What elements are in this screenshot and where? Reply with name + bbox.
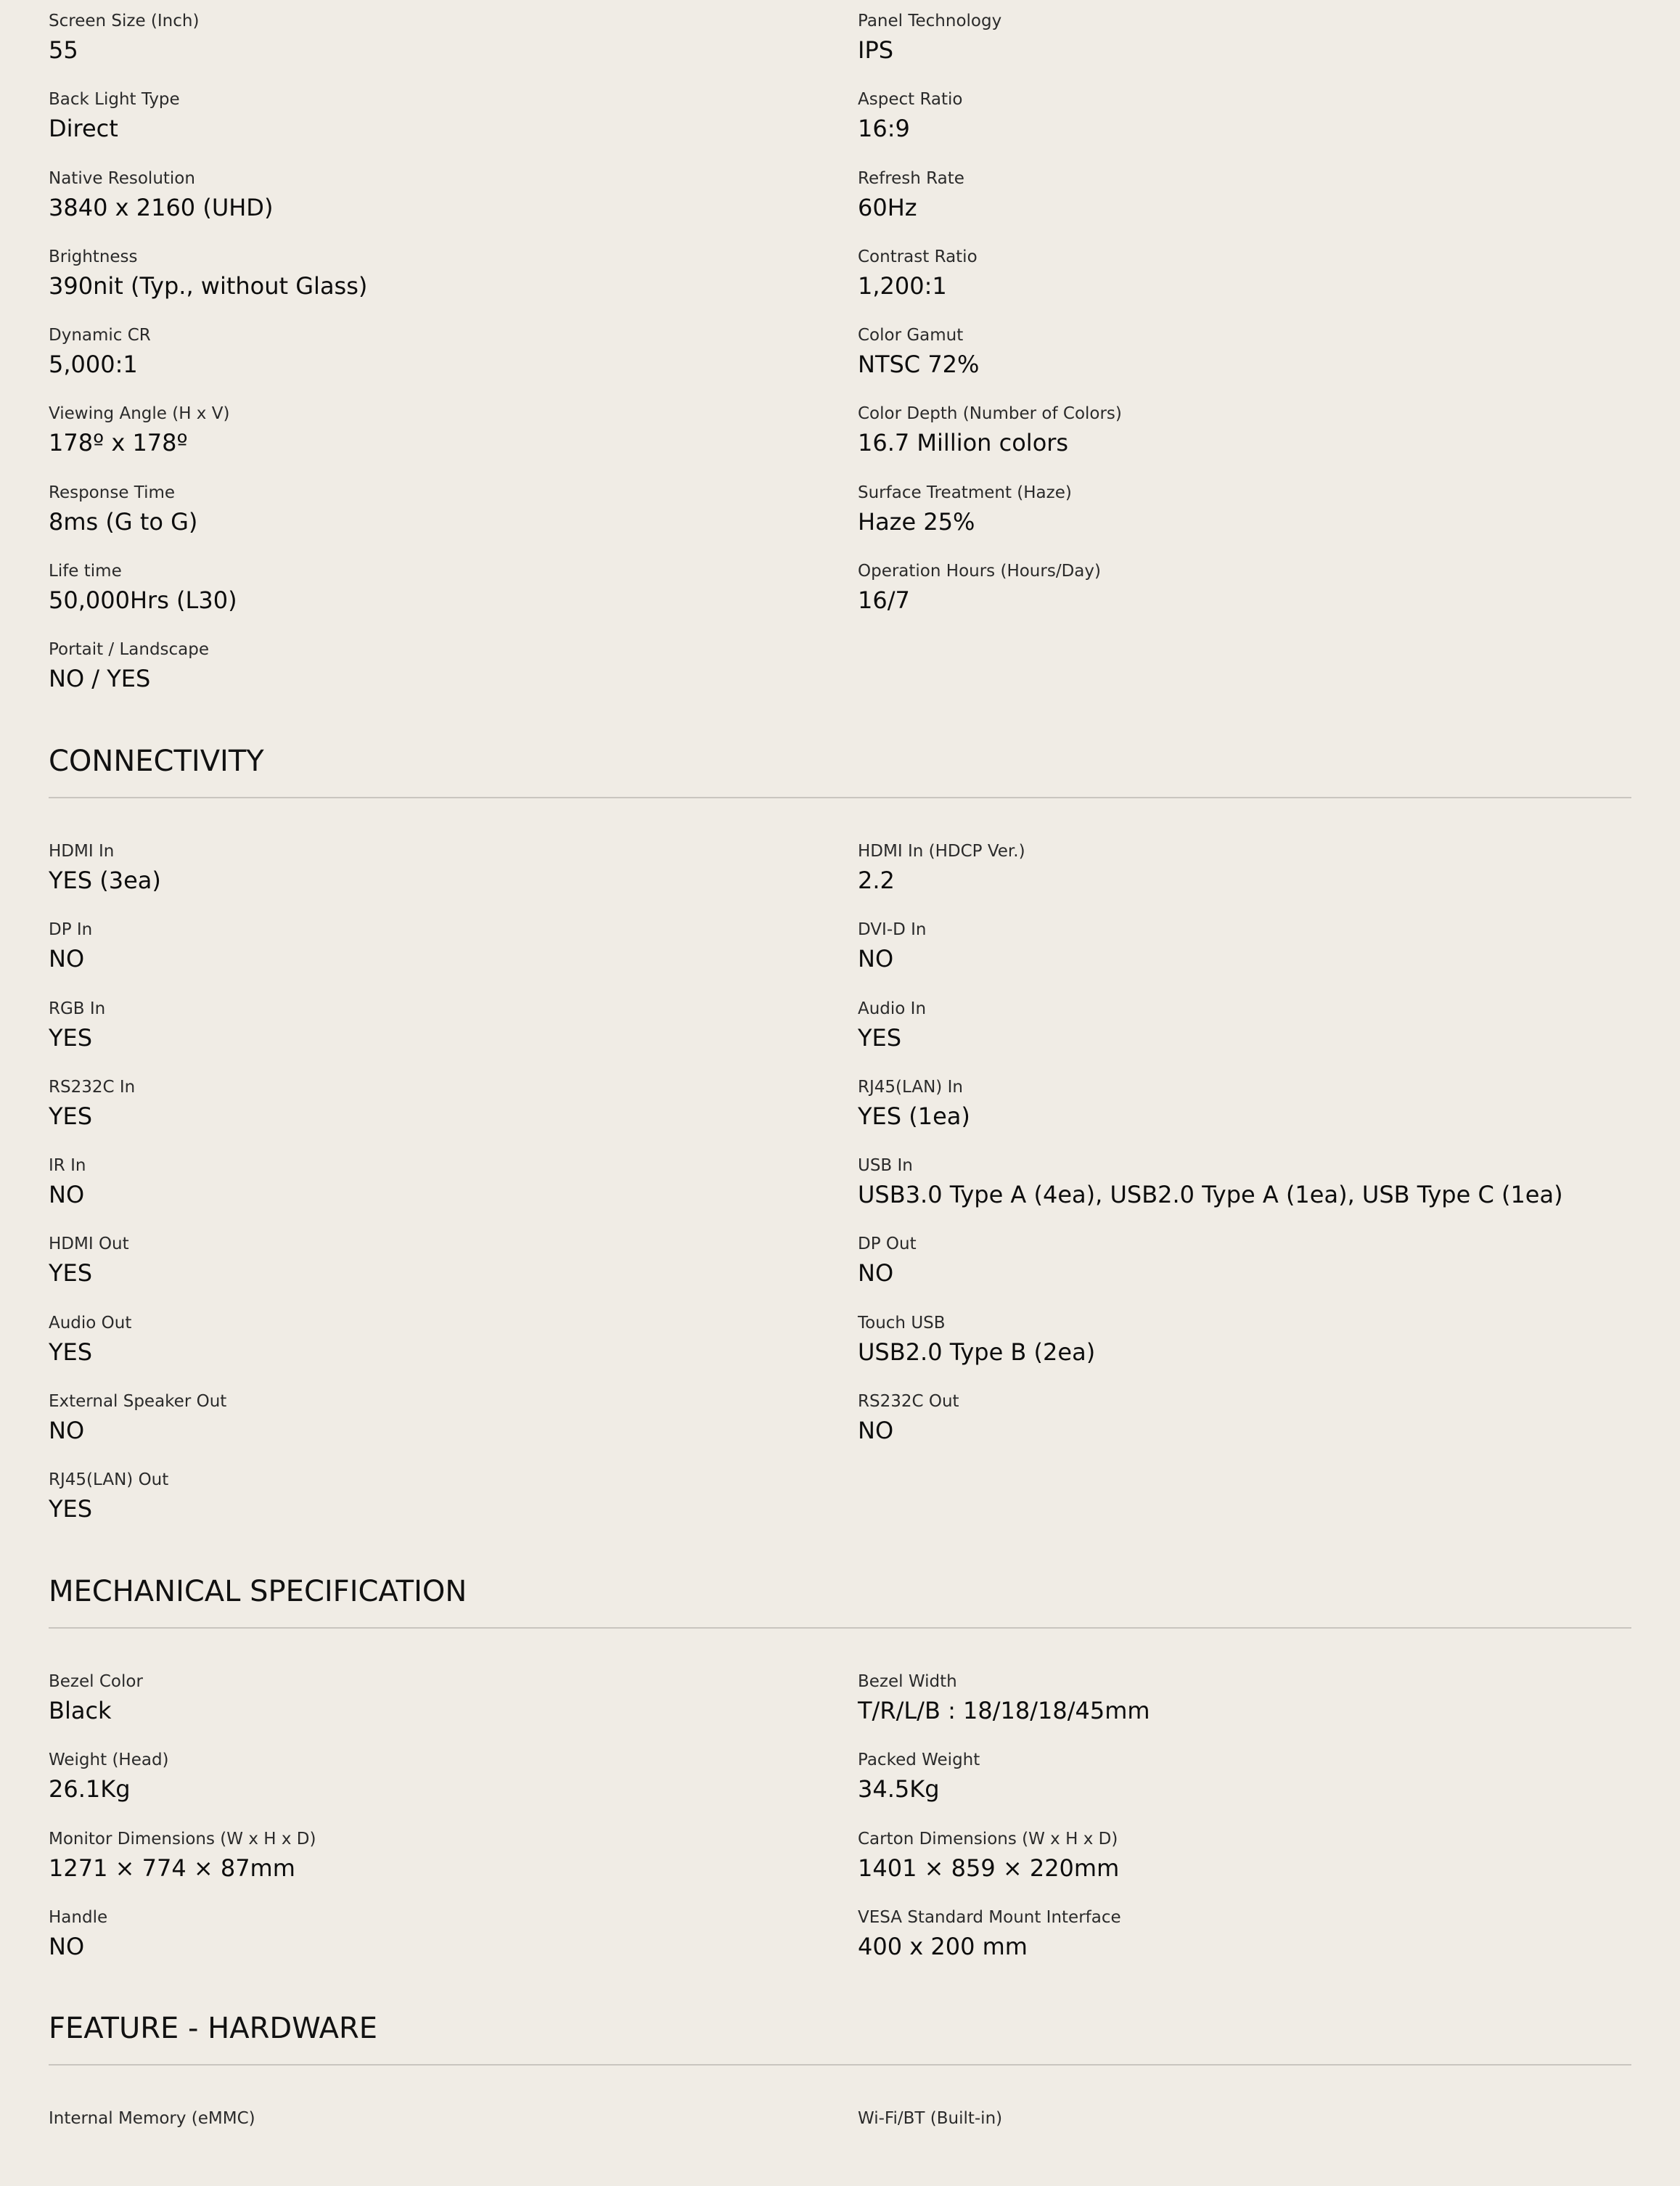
spec-item xyxy=(49,324,858,403)
spec-value: 1,200:1 xyxy=(858,271,947,300)
spec-value: 55 xyxy=(49,36,78,64)
spec-label: Handle xyxy=(49,1907,108,1927)
hardware-divider xyxy=(49,2064,1631,2066)
spec-item xyxy=(49,89,858,167)
spec-value: NO xyxy=(49,1417,85,1445)
spec-label: HDMI In xyxy=(49,842,115,861)
spec-item xyxy=(49,1312,858,1391)
spec-label: Dynamic CR xyxy=(49,326,151,345)
spec-item xyxy=(49,2108,858,2186)
spec-value: 8ms (G to G) xyxy=(49,507,198,536)
spec-item xyxy=(49,998,858,1076)
spec-value: 390nit (Typ., without Glass) xyxy=(49,271,368,300)
spec-label: RGB In xyxy=(49,999,106,1018)
spec-item xyxy=(49,1749,858,1827)
spec-label: Contrast Ratio xyxy=(858,247,978,266)
spec-label: Color Gamut xyxy=(858,326,964,345)
spec-label: Portait / Landscape xyxy=(49,640,210,660)
spec-label: DP In xyxy=(49,920,93,940)
spec-item xyxy=(49,560,858,639)
spec-label: USB In xyxy=(858,1156,913,1176)
spec-value: YES (3ea) xyxy=(49,867,161,894)
spec-item xyxy=(858,919,1631,997)
spec-value: T/R/L/B : 18/18/18/45mm xyxy=(858,1697,1150,1724)
spec-value: 400 x 200 mm xyxy=(858,1932,1028,1960)
spec-value: YES (1ea) xyxy=(858,1102,970,1130)
spec-item xyxy=(49,482,858,560)
connectivity-spec-grid xyxy=(49,840,1631,1548)
mechanical-divider xyxy=(49,1627,1631,1629)
spec-item xyxy=(858,2108,1631,2186)
connectivity-divider xyxy=(49,797,1631,798)
spec-label: Life time xyxy=(49,562,122,581)
spec-item xyxy=(858,403,1631,481)
spec-label: VESA Standard Mount Interface xyxy=(858,1907,1121,1927)
spec-item xyxy=(858,1671,1631,1749)
spec-item xyxy=(858,1749,1631,1827)
spec-value: YES xyxy=(858,1023,902,1052)
spec-item xyxy=(49,1828,858,1907)
spec-label: Native Resolution xyxy=(49,168,195,188)
spec-item xyxy=(49,403,858,481)
spec-label: Operation Hours (Hours/Day) xyxy=(858,562,1101,581)
spec-item xyxy=(858,1233,1631,1311)
spec-value: 34.5Kg xyxy=(858,1775,940,1804)
spec-label: Refresh Rate xyxy=(858,168,964,188)
spec-label: Carton Dimensions (W x H x D) xyxy=(858,1829,1118,1849)
mechanical-spec-grid xyxy=(49,1671,1631,1985)
spec-value: 16/7 xyxy=(858,586,910,615)
spec-label: HDMI Out xyxy=(49,1235,129,1254)
spec-label: Packed Weight xyxy=(858,1751,980,1770)
spec-label: DP Out xyxy=(858,1235,917,1254)
spec-value: NO xyxy=(858,945,894,973)
spec-value: Haze 25% xyxy=(858,507,975,536)
spec-label: Screen Size (Inch) xyxy=(49,12,200,30)
display-spec-grid xyxy=(49,10,1631,718)
spec-value: 5,000:1 xyxy=(49,351,138,379)
spec-value: YES xyxy=(49,1495,93,1523)
spec-item xyxy=(49,10,858,89)
spec-label: RS232C In xyxy=(49,1077,136,1097)
spec-label: Surface Treatment (Haze) xyxy=(858,483,1072,502)
spec-item xyxy=(858,1907,1631,1985)
spec-value: NTSC 72% xyxy=(858,351,980,379)
spec-item xyxy=(49,1671,858,1749)
spec-label: External Speaker Out xyxy=(49,1392,227,1412)
spec-item xyxy=(858,840,1631,919)
spec-value: USB3.0 Type A (4ea), USB2.0 Type A (1ea), USB Type C (1ea) xyxy=(858,1181,1563,1209)
spec-item xyxy=(49,168,858,246)
spec-item xyxy=(49,840,858,919)
spec-item xyxy=(858,1312,1631,1391)
spec-label: RJ45(LAN) Out xyxy=(49,1470,169,1490)
spec-value: YES xyxy=(49,1102,93,1130)
spec-item xyxy=(858,1155,1631,1233)
spec-label: HDMI In (HDCP Ver.) xyxy=(858,842,1025,861)
spec-label: Viewing Angle (H x V) xyxy=(49,404,230,424)
spec-label: Panel Technology xyxy=(858,12,1002,30)
spec-label: Weight (Head) xyxy=(49,1751,169,1770)
spec-item xyxy=(858,998,1631,1076)
spec-label: RS232C Out xyxy=(858,1392,959,1412)
spec-value: 2.2 xyxy=(858,867,895,894)
spec-label: Response Time xyxy=(49,483,176,502)
spec-item xyxy=(49,1155,858,1233)
spec-value: YES xyxy=(49,1338,93,1366)
spec-item xyxy=(858,560,1631,639)
spec-label: Back Light Type xyxy=(49,90,180,110)
spec-label: Aspect Ratio xyxy=(858,90,963,110)
spec-item xyxy=(858,1391,1631,1469)
spec-value: NO / YES xyxy=(49,665,151,693)
spec-label: Monitor Dimensions (W x H x D) xyxy=(49,1829,316,1849)
spec-item xyxy=(49,246,858,324)
spec-item xyxy=(49,1076,858,1155)
spec-item xyxy=(858,89,1631,167)
spec-label: Wi-Fi/BT (Built-in) xyxy=(858,2109,1003,2128)
spec-label: Audio In xyxy=(858,999,927,1018)
spec-value: YES xyxy=(49,1023,93,1052)
spec-label: Internal Memory (eMMC) xyxy=(49,2109,255,2128)
spec-item xyxy=(49,1907,858,1985)
spec-value: NO xyxy=(858,1417,894,1445)
spec-item xyxy=(858,246,1631,324)
spec-item xyxy=(858,482,1631,560)
spec-value: Direct xyxy=(49,115,118,143)
hardware-spec-grid xyxy=(49,2108,1631,2186)
spec-value: 16.7 Million colors xyxy=(858,429,1069,457)
spec-value: 3840 x 2160 (UHD) xyxy=(49,193,274,221)
spec-label: Color Depth (Number of Colors) xyxy=(858,404,1122,424)
spec-item xyxy=(858,168,1631,246)
spec-value: 178º x 178º xyxy=(49,429,188,457)
spec-label: RJ45(LAN) In xyxy=(858,1077,963,1097)
spec-item xyxy=(49,1391,858,1469)
spec-label: Audio Out xyxy=(49,1313,132,1333)
spec-item xyxy=(49,1233,858,1311)
spec-value: USB2.0 Type B (2ea) xyxy=(858,1338,1096,1366)
spec-value: 1401 × 859 × 220mm xyxy=(858,1854,1120,1882)
spec-item xyxy=(858,1828,1631,1907)
spec-value: 50,000Hrs (L30) xyxy=(49,586,237,615)
spec-value: 16:9 xyxy=(858,115,910,143)
spec-label: Brightness xyxy=(49,247,138,266)
spec-item xyxy=(49,639,858,717)
mechanical-heading: MECHANICAL SPECIFICATION xyxy=(49,1575,467,1608)
spec-item xyxy=(858,10,1631,89)
spec-item xyxy=(858,324,1631,403)
spec-value: YES xyxy=(49,1259,93,1288)
spec-item xyxy=(858,1076,1631,1155)
spec-label: Bezel Width xyxy=(858,1672,957,1691)
connectivity-heading: CONNECTIVITY xyxy=(49,745,264,778)
spec-value: NO xyxy=(858,1259,894,1288)
spec-value: Black xyxy=(49,1697,112,1724)
spec-label: IR In xyxy=(49,1156,86,1176)
spec-value: 60Hz xyxy=(858,193,917,221)
spec-label: Touch USB xyxy=(858,1313,946,1333)
spec-value: NO xyxy=(49,1932,85,1960)
spec-label: Bezel Color xyxy=(49,1672,143,1691)
spec-item xyxy=(49,919,858,997)
spec-value: NO xyxy=(49,945,85,973)
spec-value: 1271 × 774 × 87mm xyxy=(49,1854,295,1882)
hardware-heading: FEATURE - HARDWARE xyxy=(49,2012,378,2045)
spec-value: IPS xyxy=(858,36,894,64)
spec-value: NO xyxy=(49,1181,85,1209)
spec-label: DVI-D In xyxy=(858,920,927,940)
spec-item xyxy=(49,1469,858,1547)
spec-value: 26.1Kg xyxy=(49,1775,131,1804)
